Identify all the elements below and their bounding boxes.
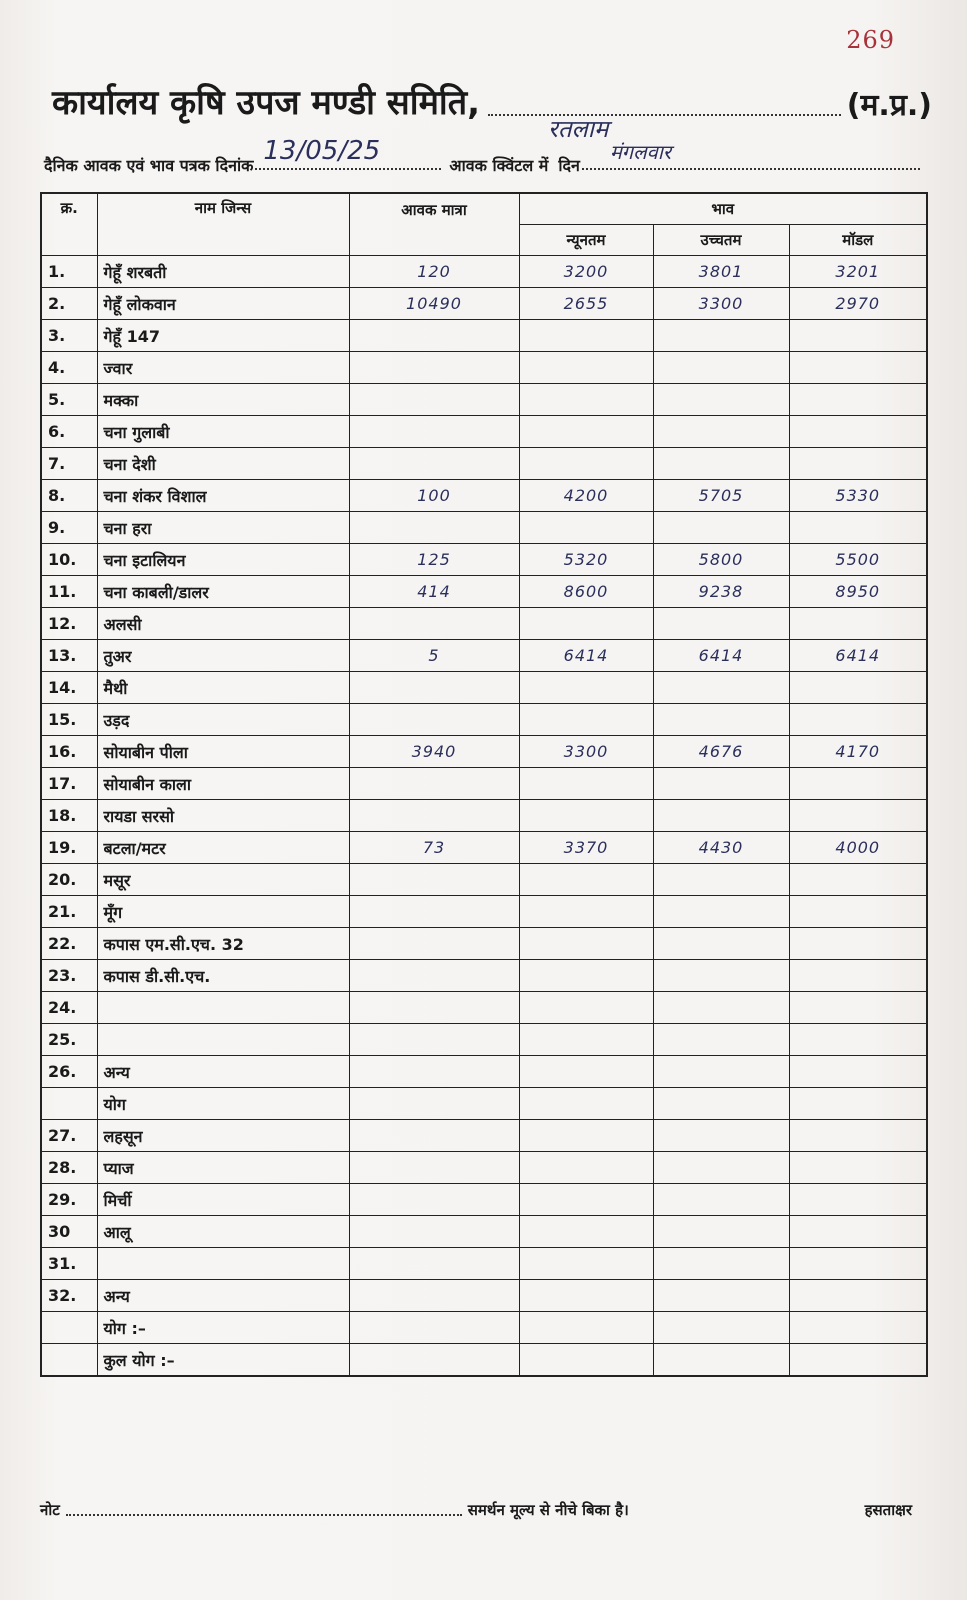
row-commodity-name: चना गुलाबी [97, 416, 349, 448]
table-row [41, 832, 927, 864]
day-handwritten: मंगलवार [609, 140, 672, 164]
row-modal-rate [789, 704, 927, 736]
row-serial: 30 [41, 1216, 97, 1248]
arrival-rate-table [40, 192, 928, 1377]
row-serial: 3. [41, 320, 97, 352]
table-row [41, 1152, 927, 1184]
row-serial: 28. [41, 1152, 97, 1184]
row-serial: 14. [41, 672, 97, 704]
table-row [41, 960, 927, 992]
row-modal-rate [789, 896, 927, 928]
footer [40, 1500, 920, 1520]
row-max-rate [653, 1344, 789, 1377]
row-min-rate [519, 1248, 653, 1280]
row-modal-rate [789, 1120, 927, 1152]
row-arrival-value: 414 [349, 576, 519, 608]
row-arrival-value [349, 1184, 519, 1216]
row-min-rate: 6414 [519, 640, 653, 672]
row-commodity-name: कपास एम.सी.एच. 32 [97, 928, 349, 960]
row-commodity-name: चना शंकर विशाल [97, 480, 349, 512]
row-serial: 21. [41, 896, 97, 928]
row-arrival-value [349, 928, 519, 960]
row-max-rate [653, 320, 789, 352]
row-serial: 19. [41, 832, 97, 864]
row-serial: 15. [41, 704, 97, 736]
table-row [41, 1120, 927, 1152]
row-serial: 26. [41, 1056, 97, 1088]
row-commodity-name: चना देशी [97, 448, 349, 480]
col-modal-header: मॉडल [789, 225, 927, 256]
table-row [41, 1280, 927, 1312]
table-row [41, 768, 927, 800]
total-row [41, 1088, 927, 1120]
row-modal-rate [789, 1024, 927, 1056]
row-serial: 2. [41, 288, 97, 320]
row-max-rate [653, 384, 789, 416]
city-handwritten: रतलाम [548, 115, 609, 143]
day-label: दिन [558, 156, 580, 175]
table-row [41, 448, 927, 480]
row-arrival-value [349, 672, 519, 704]
row-min-rate [519, 1280, 653, 1312]
table-row [41, 512, 927, 544]
row-arrival-value [349, 1216, 519, 1248]
row-arrival-value [349, 1248, 519, 1280]
unit-label: आवक क्विंटल में [449, 156, 549, 175]
table-row [41, 1216, 927, 1248]
table-row [41, 672, 927, 704]
row-modal-rate: 3201 [789, 256, 927, 288]
table-row [41, 640, 927, 672]
row-max-rate [653, 992, 789, 1024]
row-max-rate [653, 1056, 789, 1088]
table-row [41, 1248, 927, 1280]
table-row [41, 864, 927, 896]
row-commodity-name: प्याज [97, 1152, 349, 1184]
row-max-rate [653, 768, 789, 800]
row-max-rate [653, 672, 789, 704]
row-arrival-value [349, 512, 519, 544]
row-modal-rate [789, 448, 927, 480]
row-modal-rate [789, 416, 927, 448]
row-modal-rate: 4170 [789, 736, 927, 768]
row-commodity-name: मसूर [97, 864, 349, 896]
row-commodity-name: अलसी [97, 608, 349, 640]
row-commodity-name: अन्य [97, 1056, 349, 1088]
row-arrival-value: 5 [349, 640, 519, 672]
col-min-header: न्यूनतम [519, 225, 653, 256]
row-serial: 16. [41, 736, 97, 768]
table-row [41, 352, 927, 384]
row-min-rate [519, 768, 653, 800]
row-min-rate [519, 320, 653, 352]
row-max-rate [653, 800, 789, 832]
col-max-header: उच्चतम [653, 225, 789, 256]
table-row [41, 320, 927, 352]
table-row [41, 416, 927, 448]
row-modal-rate: 2970 [789, 288, 927, 320]
table-row [41, 800, 927, 832]
row-min-rate: 8600 [519, 576, 653, 608]
row-serial: 32. [41, 1280, 97, 1312]
row-max-rate [653, 704, 789, 736]
table-row [41, 928, 927, 960]
row-commodity-name: चना काबली/डालर [97, 576, 349, 608]
row-commodity-name: लहसून [97, 1120, 349, 1152]
row-serial: 20. [41, 864, 97, 896]
row-min-rate [519, 704, 653, 736]
row-max-rate [653, 896, 789, 928]
row-serial: 7. [41, 448, 97, 480]
row-arrival-value [349, 1344, 519, 1377]
row-modal-rate [789, 1344, 927, 1377]
row-serial [41, 1088, 97, 1120]
row-max-rate: 5705 [653, 480, 789, 512]
row-serial: 10. [41, 544, 97, 576]
row-commodity-name: मूँग [97, 896, 349, 928]
row-commodity-name: मक्का [97, 384, 349, 416]
row-serial: 27. [41, 1120, 97, 1152]
table-row [41, 480, 927, 512]
row-serial: 9. [41, 512, 97, 544]
row-arrival-value [349, 416, 519, 448]
row-serial: 1. [41, 256, 97, 288]
row-min-rate [519, 1216, 653, 1248]
row-commodity-name: चना हरा [97, 512, 349, 544]
row-commodity-name [97, 1024, 349, 1056]
total-row [41, 1344, 927, 1377]
row-min-rate [519, 352, 653, 384]
row-serial: 24. [41, 992, 97, 1024]
row-modal-rate [789, 1056, 927, 1088]
table-row [41, 544, 927, 576]
row-serial: 11. [41, 576, 97, 608]
col-sno-header: क्र. [41, 193, 97, 256]
row-commodity-name: रायडा सरसो [97, 800, 349, 832]
row-modal-rate [789, 960, 927, 992]
row-commodity-name: गेहूँ 147 [97, 320, 349, 352]
table-row [41, 896, 927, 928]
row-arrival-value [349, 1024, 519, 1056]
row-min-rate [519, 1056, 653, 1088]
row-serial: 17. [41, 768, 97, 800]
row-min-rate: 2655 [519, 288, 653, 320]
row-serial: 23. [41, 960, 97, 992]
row-max-rate: 9238 [653, 576, 789, 608]
row-serial: 5. [41, 384, 97, 416]
row-min-rate [519, 1120, 653, 1152]
table-row [41, 288, 927, 320]
row-serial: 12. [41, 608, 97, 640]
row-max-rate [653, 1248, 789, 1280]
row-commodity-name: चना इटालियन [97, 544, 349, 576]
row-min-rate: 3200 [519, 256, 653, 288]
row-max-rate [653, 512, 789, 544]
table-row [41, 1024, 927, 1056]
row-arrival-value [349, 800, 519, 832]
table-row [41, 256, 927, 288]
row-max-rate [653, 1280, 789, 1312]
row-max-rate [653, 1088, 789, 1120]
row-commodity-name: अन्य [97, 1280, 349, 1312]
row-arrival-value [349, 1088, 519, 1120]
row-arrival-value [349, 320, 519, 352]
col-arrival-header: आवक मात्रा [349, 193, 519, 256]
row-max-rate [653, 1120, 789, 1152]
row-modal-rate [789, 1184, 927, 1216]
row-arrival-value [349, 960, 519, 992]
row-serial: 25. [41, 1024, 97, 1056]
row-min-rate [519, 992, 653, 1024]
row-commodity-name: आलू [97, 1216, 349, 1248]
table-row [41, 1184, 927, 1216]
row-arrival-value [349, 608, 519, 640]
row-min-rate [519, 928, 653, 960]
row-max-rate [653, 352, 789, 384]
subtitle-prefix: दैनिक आवक एवं भाव पत्रक दिनांक [44, 156, 254, 175]
row-serial: 18. [41, 800, 97, 832]
table-header-row [41, 193, 927, 225]
row-modal-rate: 5500 [789, 544, 927, 576]
row-min-rate [519, 1344, 653, 1377]
row-commodity-name: योग [97, 1088, 349, 1120]
row-max-rate [653, 864, 789, 896]
row-modal-rate: 6414 [789, 640, 927, 672]
row-max-rate: 6414 [653, 640, 789, 672]
row-max-rate [653, 416, 789, 448]
row-max-rate [653, 1184, 789, 1216]
row-max-rate: 5800 [653, 544, 789, 576]
row-modal-rate: 8950 [789, 576, 927, 608]
table-row [41, 576, 927, 608]
row-commodity-name: बटला/मटर [97, 832, 349, 864]
row-min-rate [519, 1184, 653, 1216]
row-commodity-name: कुल योग :– [97, 1344, 349, 1377]
row-commodity-name: कपास डी.सी.एच. [97, 960, 349, 992]
row-serial: 6. [41, 416, 97, 448]
row-max-rate [653, 608, 789, 640]
row-modal-rate [789, 992, 927, 1024]
row-commodity-name: ज्वार [97, 352, 349, 384]
row-min-rate [519, 384, 653, 416]
row-min-rate [519, 864, 653, 896]
row-modal-rate [789, 1216, 927, 1248]
row-max-rate [653, 1152, 789, 1184]
table-row [41, 704, 927, 736]
total-row [41, 1312, 927, 1344]
row-min-rate [519, 608, 653, 640]
row-commodity-name: सोयाबीन पीला [97, 736, 349, 768]
row-modal-rate: 4000 [789, 832, 927, 864]
row-arrival-value: 100 [349, 480, 519, 512]
col-rate-header: भाव [519, 193, 927, 225]
row-max-rate [653, 448, 789, 480]
row-serial [41, 1344, 97, 1377]
row-arrival-value [349, 1312, 519, 1344]
state-suffix: (म.प्र.) [846, 88, 932, 123]
row-commodity-name: तुअर [97, 640, 349, 672]
row-arrival-value: 3940 [349, 736, 519, 768]
row-modal-rate [789, 352, 927, 384]
table-row [41, 384, 927, 416]
row-arrival-value [349, 896, 519, 928]
note-label: नोट [40, 1501, 60, 1519]
row-modal-rate [789, 1248, 927, 1280]
row-arrival-value [349, 1280, 519, 1312]
row-arrival-value: 120 [349, 256, 519, 288]
page-number: 269 [846, 26, 895, 54]
table-row [41, 736, 927, 768]
row-commodity-name: सोयाबीन काला [97, 768, 349, 800]
row-serial: 22. [41, 928, 97, 960]
row-min-rate [519, 416, 653, 448]
note-blank [66, 1504, 462, 1516]
row-max-rate: 4430 [653, 832, 789, 864]
row-arrival-value: 73 [349, 832, 519, 864]
row-max-rate [653, 960, 789, 992]
day-blank [582, 140, 920, 170]
table-row [41, 608, 927, 640]
row-arrival-value [349, 352, 519, 384]
table-row [41, 1056, 927, 1088]
row-modal-rate [789, 320, 927, 352]
row-min-rate [519, 1024, 653, 1056]
row-modal-rate: 5330 [789, 480, 927, 512]
table-row [41, 992, 927, 1024]
row-min-rate [519, 512, 653, 544]
row-arrival-value [349, 384, 519, 416]
row-min-rate [519, 1152, 653, 1184]
row-modal-rate [789, 768, 927, 800]
row-commodity-name: योग :– [97, 1312, 349, 1344]
col-name-header: नाम जिन्स [97, 193, 349, 256]
row-arrival-value [349, 1120, 519, 1152]
row-arrival-value [349, 1056, 519, 1088]
note-text: समर्थन मूल्य से नीचे बिका है। [467, 1501, 629, 1519]
row-modal-rate [789, 1312, 927, 1344]
row-arrival-value [349, 448, 519, 480]
row-modal-rate [789, 1152, 927, 1184]
row-min-rate [519, 448, 653, 480]
date-handwritten: 13/05/25 [263, 136, 381, 166]
row-serial: 13. [41, 640, 97, 672]
row-serial: 29. [41, 1184, 97, 1216]
row-serial: 4. [41, 352, 97, 384]
form-title-line [52, 70, 932, 143]
row-modal-rate [789, 608, 927, 640]
row-min-rate: 3370 [519, 832, 653, 864]
row-modal-rate [789, 672, 927, 704]
row-arrival-value [349, 864, 519, 896]
row-max-rate [653, 1312, 789, 1344]
row-commodity-name: मैथी [97, 672, 349, 704]
signature-label: हसताक्षर [864, 1501, 912, 1519]
row-min-rate [519, 1088, 653, 1120]
row-max-rate: 4676 [653, 736, 789, 768]
row-max-rate: 3300 [653, 288, 789, 320]
row-arrival-value [349, 1152, 519, 1184]
row-min-rate [519, 960, 653, 992]
row-modal-rate [789, 512, 927, 544]
row-arrival-value [349, 992, 519, 1024]
row-modal-rate [789, 1088, 927, 1120]
row-min-rate: 5320 [519, 544, 653, 576]
row-arrival-value [349, 704, 519, 736]
row-min-rate: 4200 [519, 480, 653, 512]
row-arrival-value: 10490 [349, 288, 519, 320]
row-max-rate [653, 1216, 789, 1248]
row-modal-rate [789, 928, 927, 960]
row-max-rate [653, 928, 789, 960]
row-commodity-name [97, 1248, 349, 1280]
row-commodity-name: गेहूँ लोकवान [97, 288, 349, 320]
row-commodity-name: मिर्ची [97, 1184, 349, 1216]
row-commodity-name: उड़द [97, 704, 349, 736]
row-arrival-value [349, 768, 519, 800]
row-serial: 31. [41, 1248, 97, 1280]
row-min-rate [519, 800, 653, 832]
row-arrival-value: 125 [349, 544, 519, 576]
row-modal-rate [789, 384, 927, 416]
row-serial [41, 1312, 97, 1344]
row-min-rate [519, 1312, 653, 1344]
row-serial: 8. [41, 480, 97, 512]
subtitle-line [44, 136, 924, 176]
row-modal-rate [789, 864, 927, 896]
row-max-rate [653, 1024, 789, 1056]
row-min-rate [519, 672, 653, 704]
row-modal-rate [789, 1280, 927, 1312]
row-max-rate: 3801 [653, 256, 789, 288]
row-commodity-name [97, 992, 349, 1024]
form-title: कार्यालय कृषि उपज मण्डी समिति, [52, 83, 481, 123]
city-blank [488, 94, 841, 143]
row-min-rate: 3300 [519, 736, 653, 768]
row-min-rate [519, 896, 653, 928]
row-modal-rate [789, 800, 927, 832]
date-blank [255, 136, 441, 170]
row-commodity-name: गेहूँ शरबती [97, 256, 349, 288]
